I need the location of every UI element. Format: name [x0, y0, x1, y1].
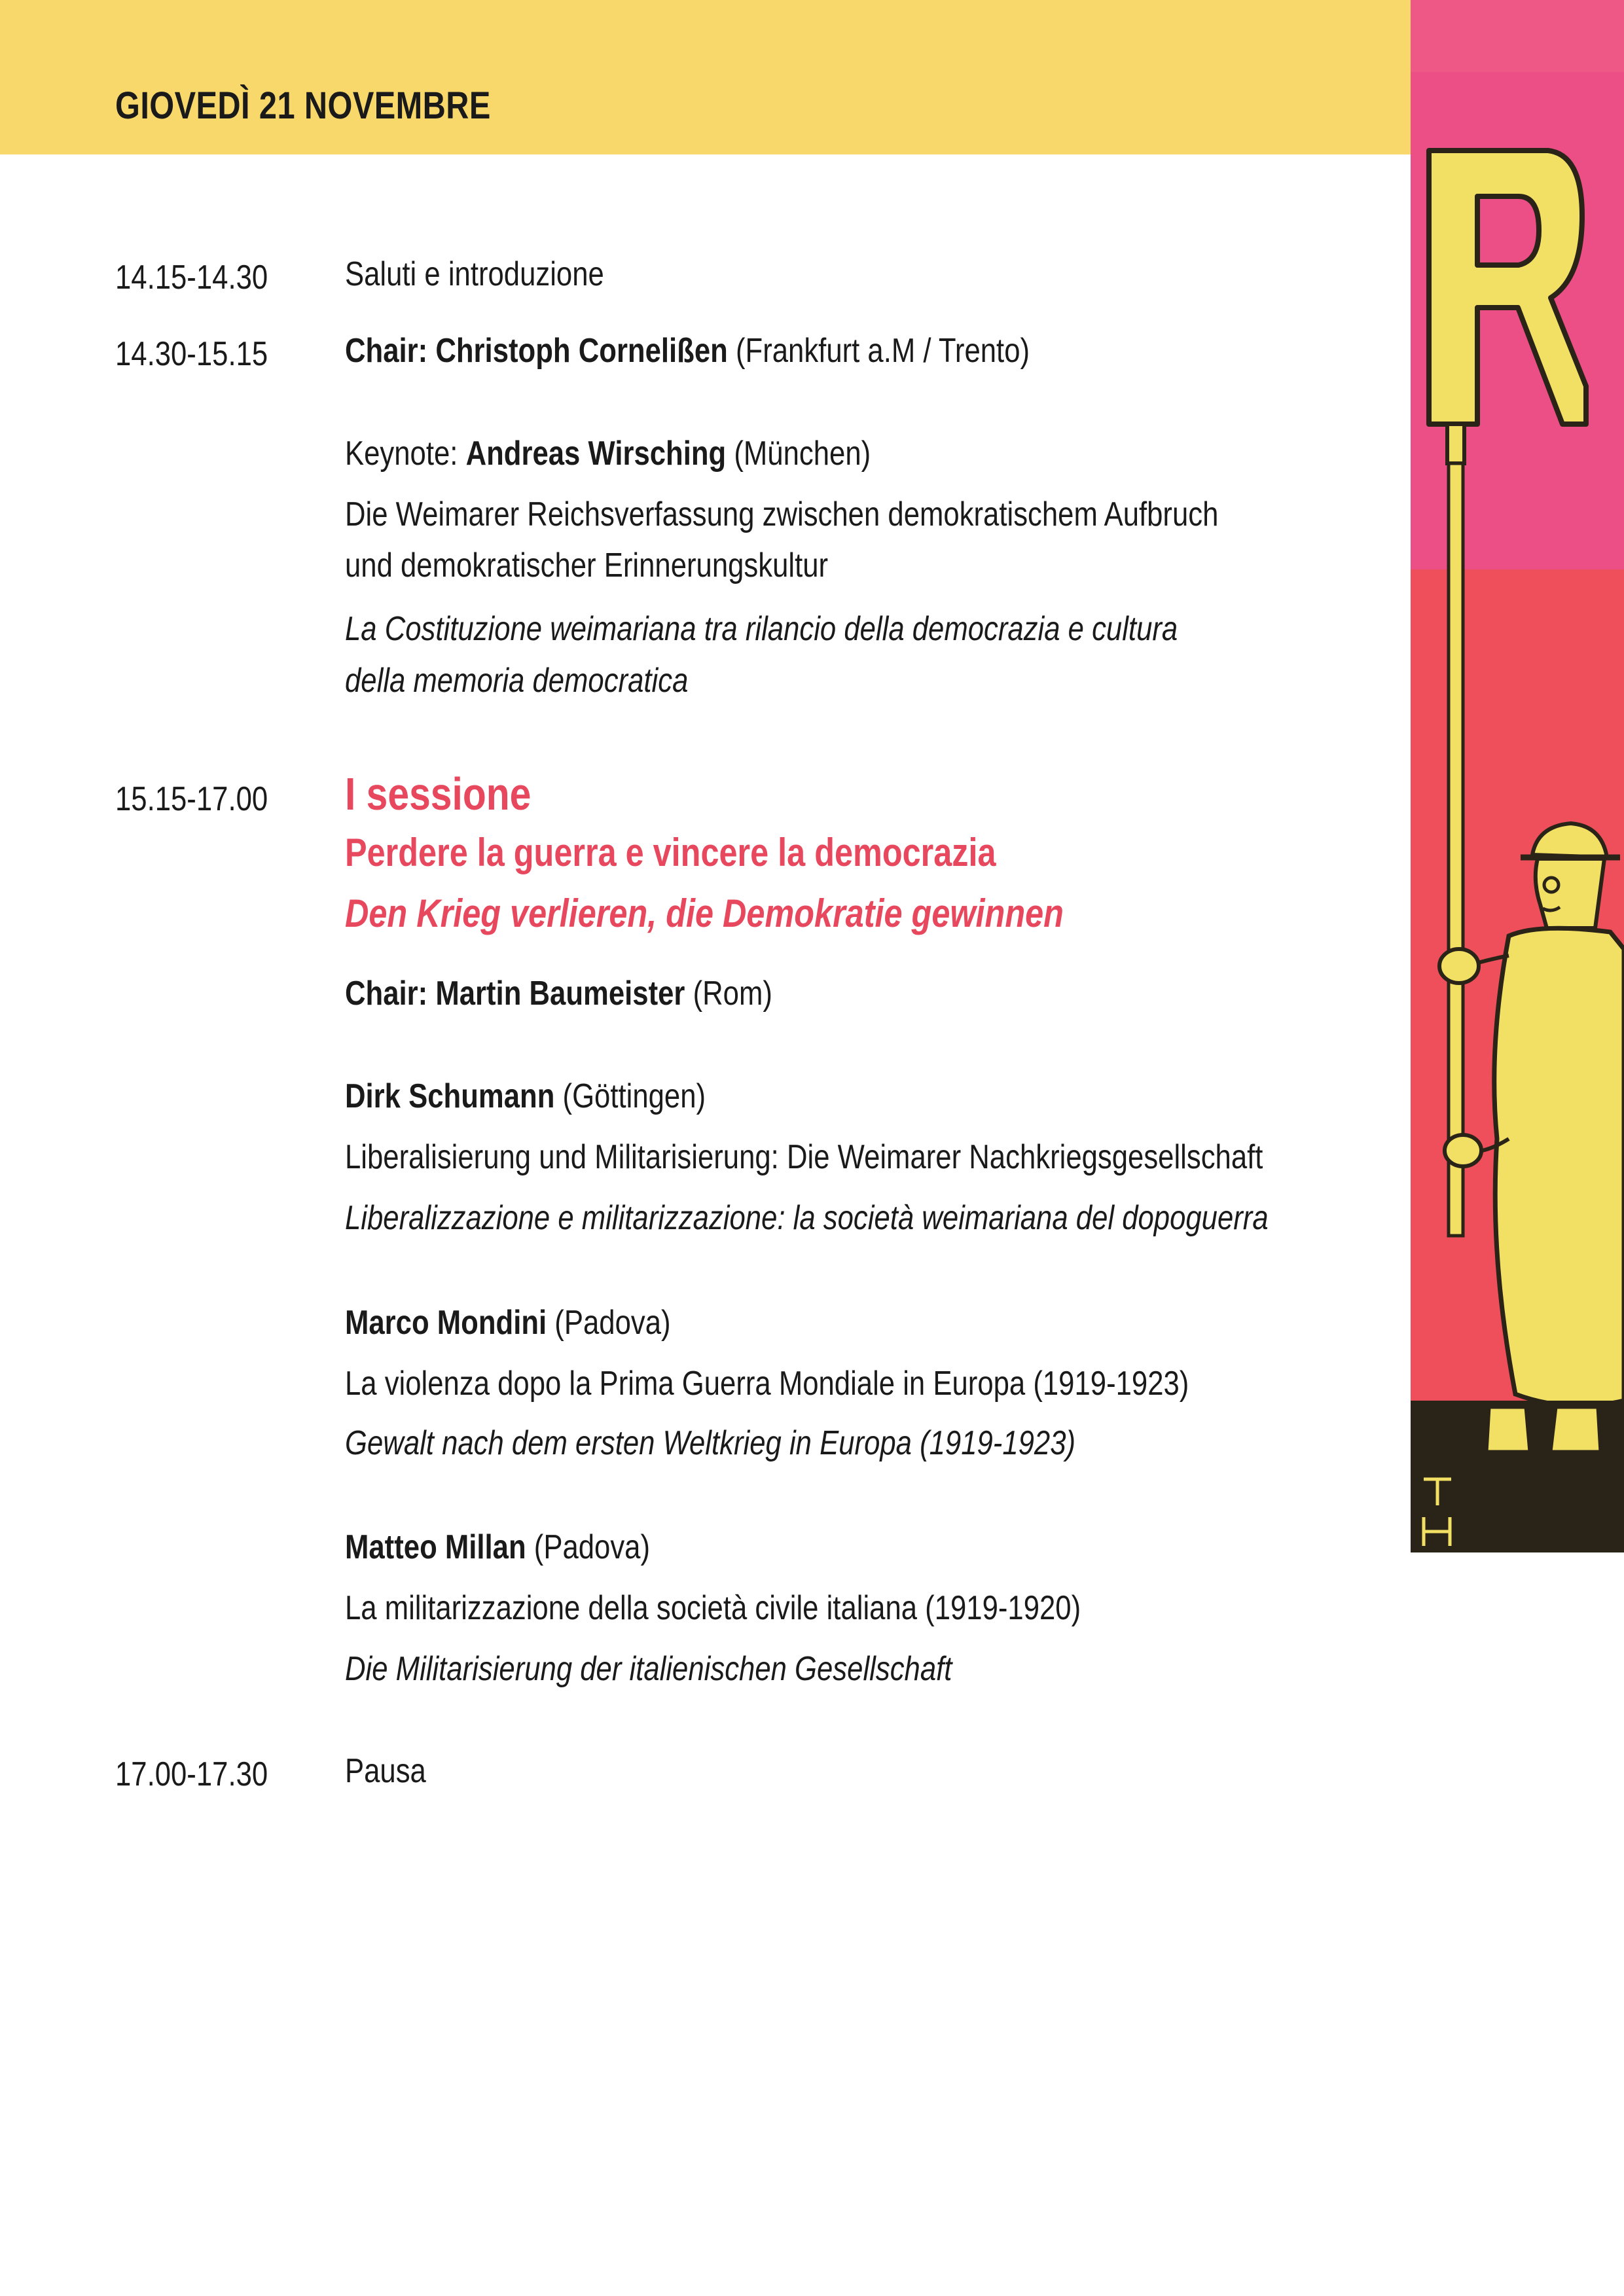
talk-speaker-name: Marco Mondini [345, 1304, 547, 1342]
keynote-title-it-line2: della memoria democratica [345, 662, 689, 700]
keynote-title-de-line1: Die Weimarer Reichsverfassung zwischen demokratischem Aufbruch [345, 495, 1219, 533]
session1-subtitle-it: Perdere la guerra e vincere la democrazia [345, 831, 996, 874]
session1-subtitle-de: Den Krieg verlieren, die Demokratie gewinnen [345, 891, 1064, 935]
talk-translation: Gewalt nach dem ersten Weltkrieg in Europa (1919-1923) [345, 1424, 1076, 1462]
talk-speaker-name: Matteo Millan [345, 1528, 526, 1566]
keynote-prefix: Keynote: [345, 435, 466, 473]
session1-chair-name: Chair: Martin Baumeister [345, 975, 685, 1013]
keynote-chair-name: Chair: Christoph Cornelißen [345, 332, 728, 370]
keynote-block-time: 14.30-15.15 [115, 335, 268, 373]
talk-speaker-affiliation: (Göttingen) [554, 1077, 706, 1115]
keynote-title-de-line2: und demokratischer Erinnerungskultur [345, 547, 829, 584]
break-time: 17.00-17.30 [115, 1755, 268, 1793]
talk-title: La militarizzazione della società civile italiana (1919-1920) [345, 1589, 1081, 1627]
day-heading: GIOVEDÌ 21 NOVEMBRE [115, 84, 491, 127]
talk-translation: Die Militarisierung der italienischen Gesellschaft [345, 1650, 952, 1688]
keynote-chair-affiliation: (Frankfurt a.M / Trento) [727, 332, 1030, 370]
keynote-speaker-affiliation: (München) [726, 435, 871, 473]
session1-chair-affiliation: (Rom) [685, 975, 772, 1013]
keynote-speaker-line [345, 428, 871, 479]
session1-heading: I sessione [345, 768, 532, 819]
talk-translation: Liberalizzazione e militarizzazione: la società weimariana del dopoguerra [345, 1199, 1269, 1237]
talk-title: La violenza dopo la Prima Guerra Mondiale in Europa (1919-1923) [345, 1365, 1189, 1403]
keynote-chair-line [345, 325, 1030, 376]
talk-speaker-affiliation: (Padova) [526, 1528, 651, 1566]
break-title: Pausa [345, 1752, 426, 1790]
talk-speaker-line [345, 1071, 706, 1122]
welcome-title: Saluti e introduzione [345, 255, 604, 293]
keynote-title-it-line1: La Costituzione weimariana tra rilancio della democrazia e cultura [345, 610, 1178, 648]
keynote-speaker-name: Andreas Wirsching [465, 435, 727, 473]
poster-figure-icon [1411, 0, 1624, 1552]
talk-speaker-name: Dirk Schumann [345, 1077, 555, 1115]
talk-speaker-affiliation: (Padova) [547, 1304, 671, 1342]
talk-speaker-line [345, 1522, 650, 1573]
welcome-time: 14.15-14.30 [115, 259, 268, 296]
session1-time: 15.15-17.00 [115, 780, 268, 818]
talk-speaker-line [345, 1297, 671, 1348]
header-band [0, 0, 1411, 154]
talk-title: Liberalisierung und Militarisierung: Die Weimarer Nachkriegsgesellschaft [345, 1138, 1263, 1176]
session1-chair-line [345, 968, 772, 1019]
